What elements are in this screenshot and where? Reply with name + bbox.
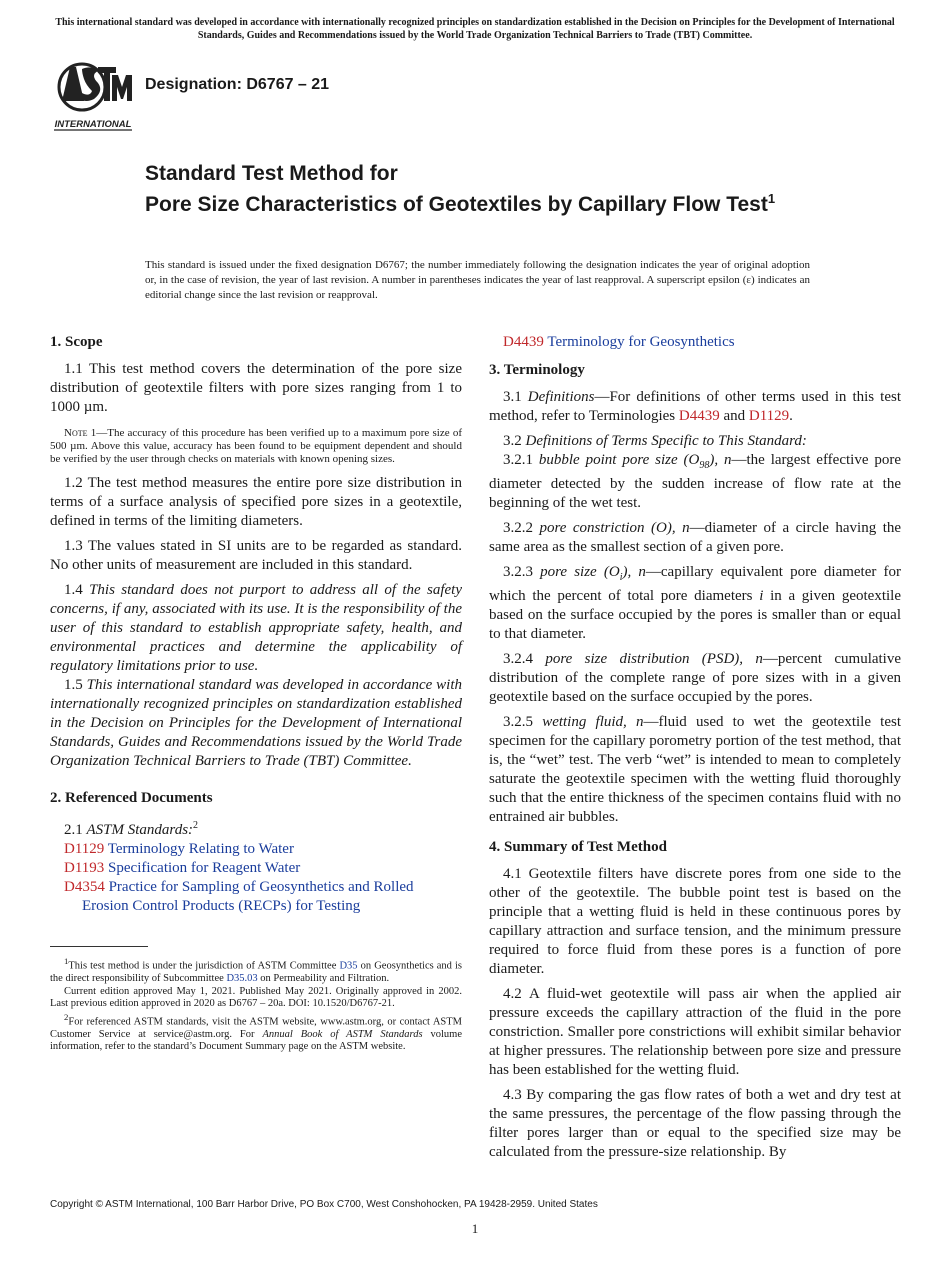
paragraph-1-4-text: This standard does not purport to address all of the safety concerns, if any, associated with its use. It is the responsibility of the user of this standard to establish appropriate safety, health, and environmental practices and determine the applicability of regulatory limitations prior to use. <box>50 582 463 674</box>
paragraph-4-2: 4.2 A fluid-wet geotextile will pass air when the applied air pressure exceeds the capillary attraction of the fluid in the pore constriction. Smaller pore constrictions will exhibit similar behavior at higher pressures. The relationship between pore size and pressure has been established for the wetting fluid. <box>489 986 901 1078</box>
paragraph-4-1: 4.1 Geotextile filters have discrete pores from one side to the other of the geotextile. The bubble point test is based on the principle that a wetting fluid is held in these continuous pores by capillary attraction and surface tension, and the minimum pressure required to force fluid from these pores is a function of pore diameter. <box>489 866 901 977</box>
section-1-heading: 1. Scope <box>50 334 103 350</box>
inline-ref-d4439[interactable]: D4439 <box>678 408 720 424</box>
paragraph-1-2: 1.2 The test method measures the entire pore size distribution in terms of a surface analysis of specified pore sizes in a geotextile, defined in terms of the limiting diameters. <box>50 475 462 529</box>
footnote-2-mark: 2 <box>193 820 199 831</box>
paragraph-3-2-5-number: 3.2.5 <box>503 714 533 730</box>
term-bubble-point-subscript: 98 <box>699 460 710 471</box>
term-bubble-point: bubble point pore size (O <box>538 452 700 468</box>
paragraph-1-4 <box>50 581 462 676</box>
committee-d35-link[interactable]: D35 <box>339 960 358 972</box>
term-psd: pore size distribution (PSD), n <box>545 651 763 667</box>
subcommittee-d35-03-link[interactable]: D35.03 <box>226 973 258 984</box>
standards-notice: This international standard was developed in accordance with internationally recognized principles on standardization established in the Decision on Principles for the Development of International Standards, Guides and Recommendations issued by the World Trade Organization Technical Barriers to Trade (TBT) Committee. <box>55 17 895 41</box>
paragraph-3-2-2 <box>489 519 901 557</box>
paragraph-3-2-1 <box>489 451 901 513</box>
issue-note: This standard is issued under the fixed designation D6767; the number immediately following the designation indicates the year of original adoption or, in the case of revision, the year of last revision. A number in parentheses indicates the year of last reapproval. A superscript epsilon (ε) indicates an editorial change since the last revision or reapproval. <box>145 259 810 301</box>
footnote-2-text-b: volume information, refer to the standard’s Document Summary page on the ASTM website. <box>50 1028 462 1052</box>
footnote-2-italic: Annual Book of ASTM Standards <box>262 1028 423 1040</box>
paragraph-2-1-text: ASTM Standards: <box>86 822 194 838</box>
paragraph-1-3: 1.3 The values stated in SI units are to be regarded as standard. No other units of measurement are included in this standard. <box>50 538 462 573</box>
footnote-1-mark: 1 <box>64 956 69 966</box>
ref-d4354[interactable] <box>50 878 462 916</box>
paragraph-3-2-3 <box>489 563 901 644</box>
copyright-footer: Copyright © ASTM International, 100 Barr Harbor Drive, PO Box C700, West Conshohocken, PA 19428-2959. United States <box>50 1199 598 1210</box>
paragraph-3-2-4 <box>489 650 901 707</box>
inline-ref-d1129[interactable]: D1129 <box>748 408 790 424</box>
note-1-label: Note 1 <box>64 427 97 439</box>
paragraph-3-1-number: 3.1 <box>503 389 522 405</box>
footnote-2-text-a: For referenced ASTM standards, visit the ASTM website, www.astm.org, or contact ASTM Customer Service at service@astm.org. For <box>50 1016 462 1040</box>
paragraph-3-2-2-number: 3.2.2 <box>503 520 533 536</box>
title-line-1: Standard Test Method for <box>145 162 398 185</box>
term-pore-constriction: pore constriction (O), n <box>539 520 690 536</box>
ref-d4439-code[interactable]: D4439 <box>503 334 544 350</box>
astm-logo <box>52 55 134 133</box>
paragraph-3-1-and: and <box>719 408 749 424</box>
right-column <box>489 333 901 1162</box>
paragraph-3-2-3-number: 3.2.3 <box>503 564 533 580</box>
section-3-heading: 3. Terminology <box>489 362 585 378</box>
footnote-1-text-c: on Permeability and Filtration. <box>257 973 390 984</box>
ref-d4439-title[interactable]: Terminology for Geosynthetics <box>547 334 735 350</box>
ref-d4354-title[interactable]: Practice for Sampling of Geosynthetics and Rolled Erosion Control Products (RECPs) for Testing <box>82 879 414 914</box>
footnote-1-edition: Current edition approved May 1, 2021. Published May 2021. Originally approved in 2002. Last previous edition approved in 2020 as D6767 – 20a. DOI: 10.1520/D6767-21. <box>50 985 462 1009</box>
note-1-text: —The accuracy of this procedure has been verified up to a maximum pore size of 500 µm. Above this value, accuracy has been found to be equipment dependent and should be verified by the user through checks on materials with known opening sizes. <box>50 427 462 465</box>
paragraph-3-2-label: Definitions of Terms Specific to This Standard: <box>525 433 807 449</box>
paragraph-3-1-end: . <box>789 408 793 424</box>
term-pore-size-subscript: i <box>619 572 623 583</box>
paragraph-4-3: 4.3 By comparing the gas flow rates of both a wet and dry test at the same pressures, the percentage of the flow passing through the filter pores larger than or equal to the specified size may be calculated from the pressure-size relationship. By <box>489 1087 901 1160</box>
paragraph-3-1-text: —For definitions of other terms used in this test method, refer to Terminologies <box>489 389 901 424</box>
ref-d1193-title[interactable]: Specification for Reagent Water <box>108 860 301 876</box>
definition-pore-size-b: in a given geotextile based on the surface occupied by the pores is smaller than or equal to that diameter. <box>489 588 901 642</box>
term-bubble-point-end: ), n <box>709 452 732 468</box>
left-column <box>50 333 462 1054</box>
document-title <box>145 161 845 217</box>
definition-bubble-point: —the largest effective pore diameter detected by the sudden increase of flow rate at the beginning of the wet test. <box>489 452 902 511</box>
footnote-1-text-b: on Geosynthetics and is the direct responsibility of Subcommittee <box>50 960 463 984</box>
ref-d1129[interactable] <box>50 840 462 859</box>
ref-d1193[interactable] <box>50 859 462 878</box>
paragraph-3-1-label: Definitions <box>527 389 595 405</box>
paragraph-1-5 <box>50 676 462 771</box>
ref-d1129-title[interactable]: Terminology Relating to Water <box>107 841 294 857</box>
paragraph-3-1 <box>489 388 901 426</box>
paragraph-1-5-text: This international standard was developed in accordance with internationally recognized principles on standardization established in the Decision on Principles for the Development of International Standards, Guides and Recommendations issued by the World Trade Organization Technical Barriers to Trade (TBT) Committee. <box>50 677 462 769</box>
paragraph-2-1 <box>50 816 462 840</box>
note-1 <box>50 427 462 466</box>
section-2-heading: 2. Referenced Documents <box>50 790 213 806</box>
designation: Designation: D6767 – 21 <box>145 76 330 93</box>
ref-d1129-code[interactable]: D1129 <box>64 841 105 857</box>
footnote-2 <box>50 1011 462 1054</box>
title-footnote-mark: 1 <box>767 191 776 206</box>
ref-d4354-code[interactable]: D4354 <box>64 879 105 895</box>
footnote-2-mark-bottom: 2 <box>64 1011 69 1022</box>
paragraph-3-2-number: 3.2 <box>503 433 522 449</box>
definition-pore-constriction: —diameter of a circle having the same area as the smallest section of a given pore. <box>489 520 902 555</box>
paragraph-1-4-number: 1.4 <box>64 582 83 598</box>
section-4-heading: 4. Summary of Test Method <box>489 839 667 855</box>
definition-wetting-fluid: —fluid used to wet the geotextile test specimen for the capillary porometry portion of the test method, that is, the “wet” test. The verb “wet” is intended to mean to completely saturate the geotextile specimen with the wetting fluid thoroughly such that the entire thickness of the specimen contains fluid with no entrained air bubbles. <box>489 714 902 825</box>
term-pore-size: pore size (O <box>540 564 620 580</box>
definition-pore-size-i: i <box>759 588 764 604</box>
paragraph-3-2 <box>489 432 901 451</box>
paragraph-3-2-4-number: 3.2.4 <box>503 651 533 667</box>
paragraph-2-1-number: 2.1 <box>64 822 83 838</box>
paragraph-3-2-1-number: 3.2.1 <box>503 452 533 468</box>
paragraph-1-1: 1.1 This test method covers the determination of the pore size distribution of geotextile filters with pore sizes ranging from 1 to 1000 µm. <box>50 361 462 415</box>
definition-psd: —percent cumulative distribution of the complete range of pore sizes with in a given geotextile based on the surface occupied by the pores. <box>489 651 902 705</box>
footnote-1-text-a: This test method is under the jurisdiction of ASTM Committee <box>68 960 340 972</box>
logo-subtitle: INTERNATIONAL <box>54 119 132 130</box>
paragraph-1-5-number: 1.5 <box>64 677 83 693</box>
footnote-1 <box>50 955 462 986</box>
paragraph-3-2-5 <box>489 713 901 827</box>
term-wetting-fluid: wetting fluid, n <box>542 714 644 730</box>
ref-d1193-code[interactable]: D1193 <box>64 860 105 876</box>
definition-pore-size-a: —capillary equivalent pore diameter for which the percent of total pore diameters <box>489 564 901 604</box>
term-pore-size-end: ), n <box>622 564 646 580</box>
page-number: 1 <box>471 1221 479 1236</box>
ref-d4439[interactable] <box>489 333 901 352</box>
title-line-2: Pore Size Characteristics of Geotextiles by Capillary Flow Test <box>145 193 768 216</box>
footnote-divider <box>50 946 148 947</box>
